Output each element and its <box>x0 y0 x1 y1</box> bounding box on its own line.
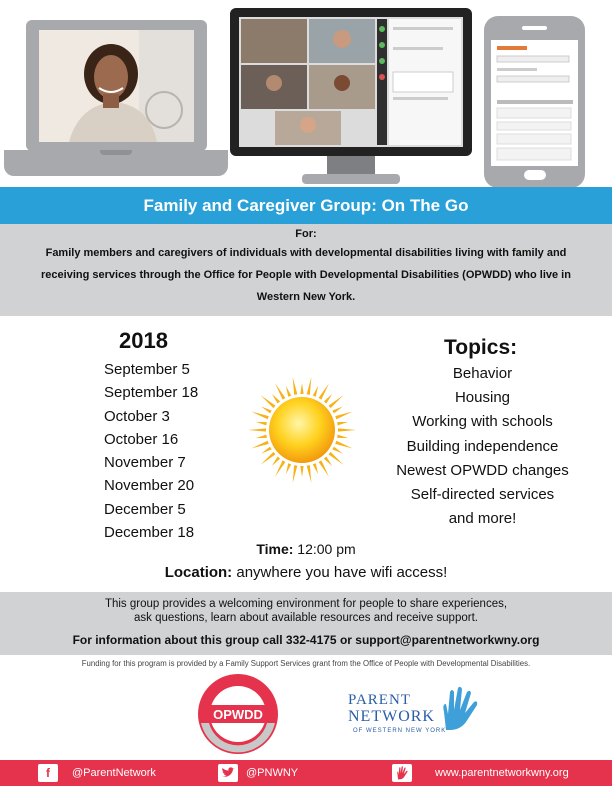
topic-item: Housing <box>454 389 511 407</box>
facebook-handle[interactable]: @ParentNetwork <box>72 767 156 779</box>
audience-label: For: <box>295 228 317 240</box>
sun-ray <box>313 386 318 397</box>
date-item: December 18 <box>104 524 195 542</box>
schedule-dates <box>104 358 198 544</box>
meeting-location <box>0 564 612 581</box>
hand-logo-icon <box>392 764 412 782</box>
meeting-time <box>0 541 612 557</box>
parent-network-line1: PARENT <box>348 692 411 708</box>
date-item: October 3 <box>104 407 170 425</box>
contact-info[interactable]: For information about this group call 332-4175 or support@parentnetworkwny.org <box>72 633 540 647</box>
sun-ray <box>261 395 276 408</box>
sun-ray <box>293 377 298 395</box>
phone-home-button <box>524 170 546 180</box>
topic-item: Behavior <box>452 365 513 382</box>
topic-item: Self-directed services <box>410 486 555 504</box>
sun-ray <box>324 394 332 403</box>
sun-ray <box>272 457 280 466</box>
sun-ray <box>313 463 318 474</box>
topics-list <box>380 362 585 531</box>
schedule-year: 2018 <box>119 328 168 353</box>
location-value: anywhere you have wifi access! <box>232 564 448 581</box>
sun-ray <box>272 394 280 403</box>
sun-ray <box>335 441 353 449</box>
phone-speaker <box>522 26 547 30</box>
topics-heading: Topics: <box>444 336 518 359</box>
funding-note: Funding for this program is provided by a Family Support Services grant from the Office of People with Developmental Disabilities. <box>81 659 531 668</box>
laptop-illustration <box>26 20 207 151</box>
info-panel <box>0 592 612 655</box>
sun-ray <box>307 377 312 395</box>
sun-icon <box>246 374 358 486</box>
hand-icon <box>436 686 482 732</box>
sun-ray <box>319 460 329 476</box>
footer-bar <box>0 760 612 786</box>
date-item: November 20 <box>104 477 195 495</box>
date-item: September 5 <box>104 361 190 378</box>
topic-item: Working with schools <box>412 413 553 431</box>
twitter-icon[interactable] <box>218 764 238 782</box>
monitor-illustration <box>230 8 472 156</box>
sun-ray <box>324 457 332 466</box>
sun-ray <box>275 383 285 399</box>
monitor-stand-base <box>302 174 400 184</box>
sun-ray <box>307 465 312 483</box>
website-link[interactable]: www.parentnetworkwny.org <box>435 767 569 779</box>
opwdd-logo[interactable] <box>197 673 279 755</box>
sun-ray <box>335 412 353 420</box>
sun-ray <box>332 407 342 414</box>
parent-network-logo[interactable] <box>348 686 488 746</box>
audience-panel <box>0 224 612 316</box>
page-title: Family and Caregiver Group: On The Go <box>0 187 612 224</box>
date-item: October 16 <box>104 430 179 448</box>
sun-ray <box>329 395 344 408</box>
parent-network-line3: OF WESTERN NEW YORK <box>353 728 447 734</box>
sun-ray <box>261 407 271 414</box>
opwdd-logo-text: OPWDD <box>213 707 263 722</box>
info-line-2: ask questions, learn about available resources and receive support. <box>134 612 478 624</box>
sun-ray <box>286 386 291 397</box>
phone-screen <box>491 40 578 166</box>
sun-ray <box>329 452 344 465</box>
sun-ray <box>275 460 285 476</box>
sun-ray <box>332 447 342 454</box>
sun-ray <box>337 422 348 426</box>
sun-ray <box>286 463 291 474</box>
laptop-base <box>4 150 228 176</box>
sun-ray <box>251 412 269 420</box>
facebook-icon[interactable]: f <box>38 764 58 782</box>
sun-ray <box>319 383 329 399</box>
sun-ray <box>256 435 267 439</box>
time-label: Time: <box>256 541 294 557</box>
phone-illustration <box>484 16 585 188</box>
location-label: Location: <box>164 564 233 581</box>
parent-network-line2: NETWORK <box>348 708 435 725</box>
sun-ray <box>293 465 298 483</box>
sun-ray <box>261 447 271 454</box>
time-value: 12:00 pm <box>293 541 356 557</box>
sun-ray <box>338 428 356 431</box>
twitter-handle[interactable]: @PNWNY <box>246 767 299 779</box>
topic-item: Building independence <box>406 437 559 455</box>
date-item: December 5 <box>104 500 186 518</box>
sun-ray <box>248 428 266 431</box>
sun-ray <box>300 466 303 477</box>
sun-ray <box>256 422 267 426</box>
date-item: November 7 <box>104 454 186 472</box>
sun-ray <box>337 435 348 439</box>
info-line-1: This group provides a welcoming environment for people to share experiences, <box>104 598 508 610</box>
video-call-screen <box>239 17 463 147</box>
audience-description: Family members and caregivers of individuals with developmental disabilities living with family and receiving services through the Office for People with Developmental Disabilities (OPWDD) who live in Western New York. <box>41 247 571 303</box>
date-item: September 18 <box>104 384 199 402</box>
topic-item: and more! <box>448 510 517 528</box>
topic-item: Newest OPWDD changes <box>396 461 569 479</box>
sun-ray <box>251 441 269 449</box>
sun-ray <box>300 383 303 394</box>
laptop-photo <box>39 30 194 142</box>
sun-ray <box>261 452 276 465</box>
monitor-stand <box>327 156 375 176</box>
